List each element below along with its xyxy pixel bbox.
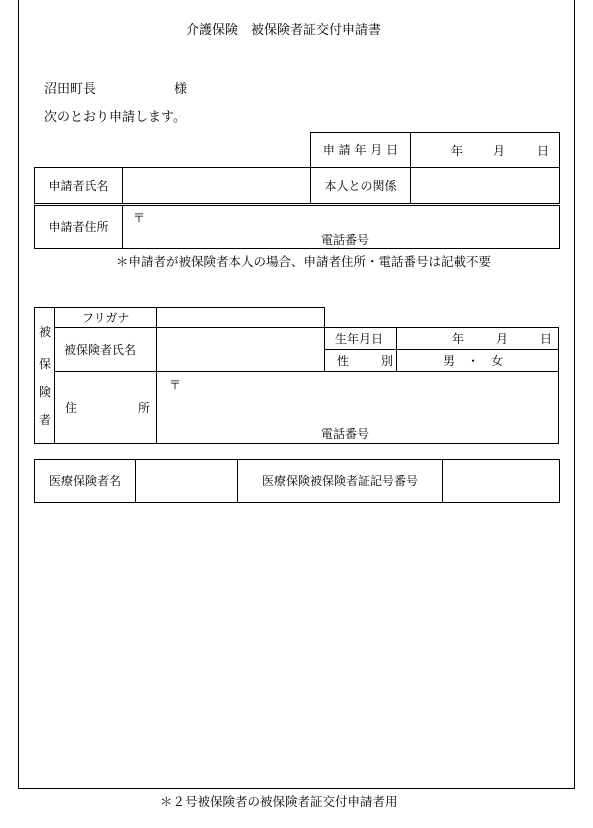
date-year-label: 年 [451, 144, 464, 158]
insured-side-char-2: 保 [39, 357, 52, 371]
insured-name-label: 被保険者氏名 [64, 343, 137, 357]
sex-options: 男 ・ 女 [443, 354, 504, 368]
applicant-postal-mark: 〒 [133, 211, 146, 225]
application-date-label: 申 請 年 月 日 [311, 133, 411, 168]
applicant-phone-label: 電話番号 [321, 233, 370, 247]
insured-name-field[interactable] [156, 327, 325, 372]
intro-text: 次のとおり申請します。 [44, 110, 186, 125]
furigana-label: フリガナ [82, 311, 130, 325]
birth-label: 生年月日 [335, 332, 384, 346]
medical-insurance-table [34, 459, 560, 503]
application-date-field[interactable] [411, 133, 560, 168]
birth-day-label: 日 [540, 332, 553, 346]
sex-label-char-2: 別 [381, 354, 394, 368]
insured-side-char-1: 被 [39, 325, 52, 339]
date-day-label: 日 [537, 144, 550, 158]
sex-field[interactable] [396, 349, 559, 372]
insured-address-label-cell [54, 371, 157, 444]
medical-number-label: 医療保険被保険者証記号番号 [238, 460, 443, 503]
birth-date-field[interactable] [396, 327, 559, 350]
insured-address-field[interactable] [156, 371, 559, 444]
birth-label-cell [324, 327, 397, 350]
birth-month-label: 月 [496, 332, 509, 346]
insured-address-label-char-1: 住 [65, 401, 78, 415]
furigana-label-cell [54, 307, 157, 328]
sex-label-char-1: 性 [337, 354, 350, 368]
relation-field[interactable] [411, 168, 560, 204]
medical-number-field[interactable] [443, 460, 560, 503]
form-title: 介護保険 被保険者証交付申請書 [186, 23, 382, 38]
sex-label-cell [324, 349, 397, 372]
honorific: 様 [174, 82, 188, 97]
applicant-name-field[interactable] [123, 168, 311, 204]
relation-label: 本人との関係 [311, 168, 411, 204]
applicant-address-field[interactable] [123, 206, 560, 249]
addressee: 沼田町長 [44, 82, 97, 97]
applicant-note: ＊申請者が被保険者本人の場合、申請者住所・電話番号は記載不要 [116, 254, 492, 269]
insured-side-box [34, 307, 55, 444]
applicant-address-table [34, 205, 560, 249]
birth-year-label: 年 [452, 332, 465, 346]
footer-note: ＊２号被保険者の被保険者証交付申請者用 [160, 794, 398, 809]
applicant-table [34, 132, 560, 204]
furigana-field[interactable] [156, 307, 325, 328]
insured-phone-label: 電話番号 [321, 427, 370, 441]
medical-insurer-field[interactable] [136, 460, 238, 503]
date-month-label: 月 [493, 144, 506, 158]
insured-side-char-3: 険 [39, 385, 52, 399]
insured-side-char-4: 者 [39, 413, 52, 427]
medical-insurer-label: 医療保険者名 [35, 460, 136, 503]
insured-address-label-char-2: 所 [138, 401, 151, 415]
applicant-address-label: 申請者住所 [35, 206, 123, 249]
insured-name-label-cell [54, 327, 157, 372]
insured-postal-mark: 〒 [169, 378, 182, 392]
applicant-name-label: 申請者氏名 [35, 168, 123, 204]
